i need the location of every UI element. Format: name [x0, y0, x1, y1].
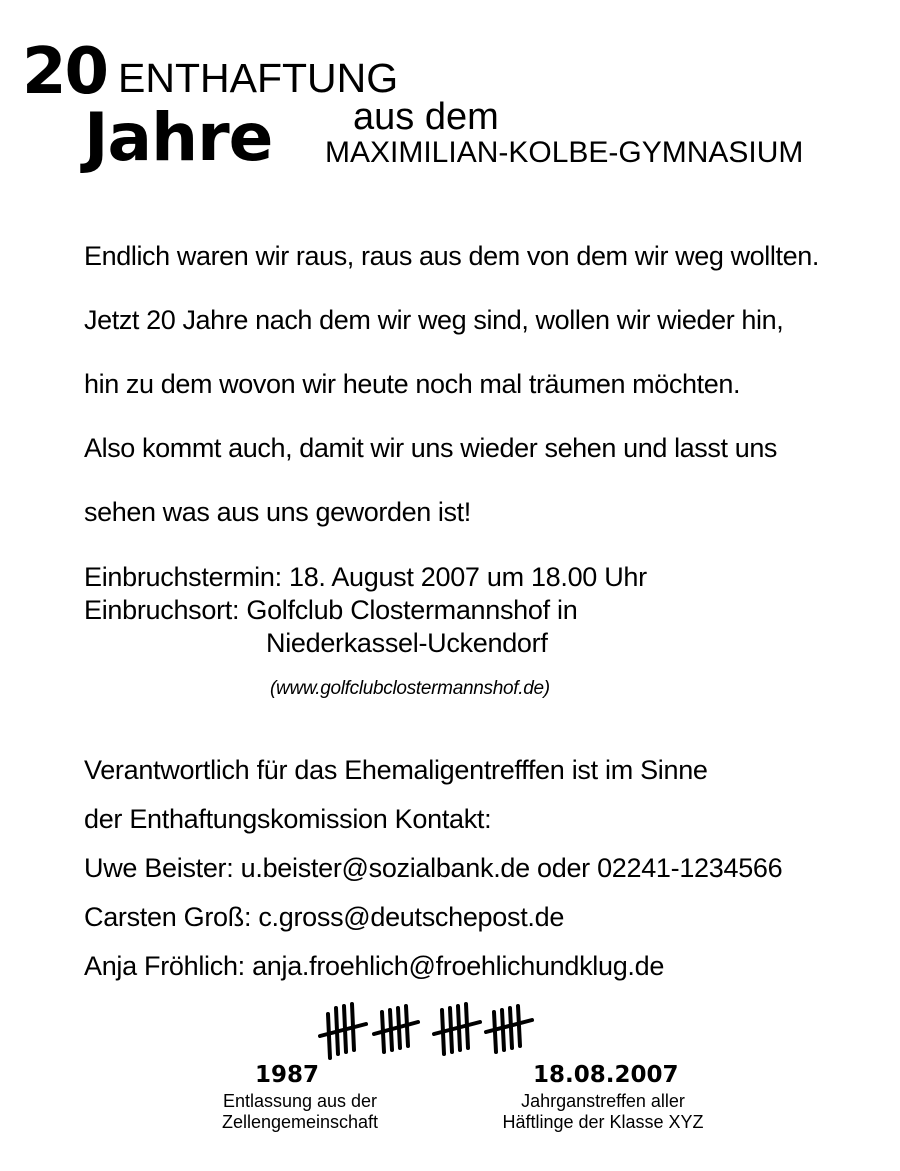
- poem-line: Jetzt 20 Jahre nach dem wir weg sind, wollen wir wieder hin,: [84, 305, 784, 335]
- contact-entry: Carsten Groß: c.gross@deutschepost.de: [84, 902, 565, 932]
- contact-entry: Anja Fröhlich: anja.froehlich@froehlichundklug.de: [84, 951, 665, 981]
- poem-line: sehen was aus uns geworden ist!: [84, 497, 471, 527]
- header-line-aus-dem: aus dem: [353, 96, 499, 138]
- event-date: Einbruchstermin: 18. August 2007 um 18.00 Uhr: [84, 562, 647, 592]
- footer-right-date: 18.08.2007: [533, 1062, 679, 1088]
- footer-left-year: 1987: [255, 1062, 320, 1088]
- contact-section: [84, 746, 782, 991]
- header-line-enthaftung: ENTHAFTUNG: [118, 55, 399, 101]
- header-word-jahre: Jahre: [84, 99, 273, 176]
- event-details: [84, 561, 647, 660]
- poem-line: hin zu dem wovon wir heute noch mal träumen möchten.: [84, 369, 741, 399]
- event-location: Einbruchsort: Golfclub Clostermannshof in: [84, 595, 578, 625]
- footer-right-caption: [478, 1091, 728, 1133]
- caption-line: Jahrganstreffen aller: [521, 1091, 685, 1111]
- poem-line: Endlich waren wir raus, raus aus dem von dem wir weg wollten.: [84, 241, 819, 271]
- caption-line: Häftlinge der Klasse XYZ: [502, 1112, 704, 1132]
- caption-line: Entlassung aus der: [222, 1091, 378, 1111]
- contact-entry: Uwe Beister: u.beister@sozialbank.de oder 02241-1234566: [84, 853, 783, 883]
- event-website: (www.golfclubclostermannshof.de): [270, 678, 550, 699]
- contact-intro: der Enthaftungskomission Kontakt:: [84, 804, 492, 834]
- header-number: 20: [22, 35, 108, 109]
- footer-left-caption: [200, 1091, 400, 1133]
- caption-line: Zellengemeinschaft: [221, 1112, 379, 1132]
- header-line-school: MAXIMILIAN-KOLBE-GYMNASIUM: [325, 136, 804, 169]
- invitation-poem: [84, 224, 819, 544]
- event-location-town: Niederkassel-Uckendorf: [266, 628, 548, 658]
- tally-marks-icon: [318, 994, 548, 1064]
- contact-intro: Verantwortlich für das Ehemaligentrefffen ist im Sinne: [84, 755, 708, 785]
- poem-line: Also kommt auch, damit wir uns wieder sehen und lasst uns: [84, 433, 778, 463]
